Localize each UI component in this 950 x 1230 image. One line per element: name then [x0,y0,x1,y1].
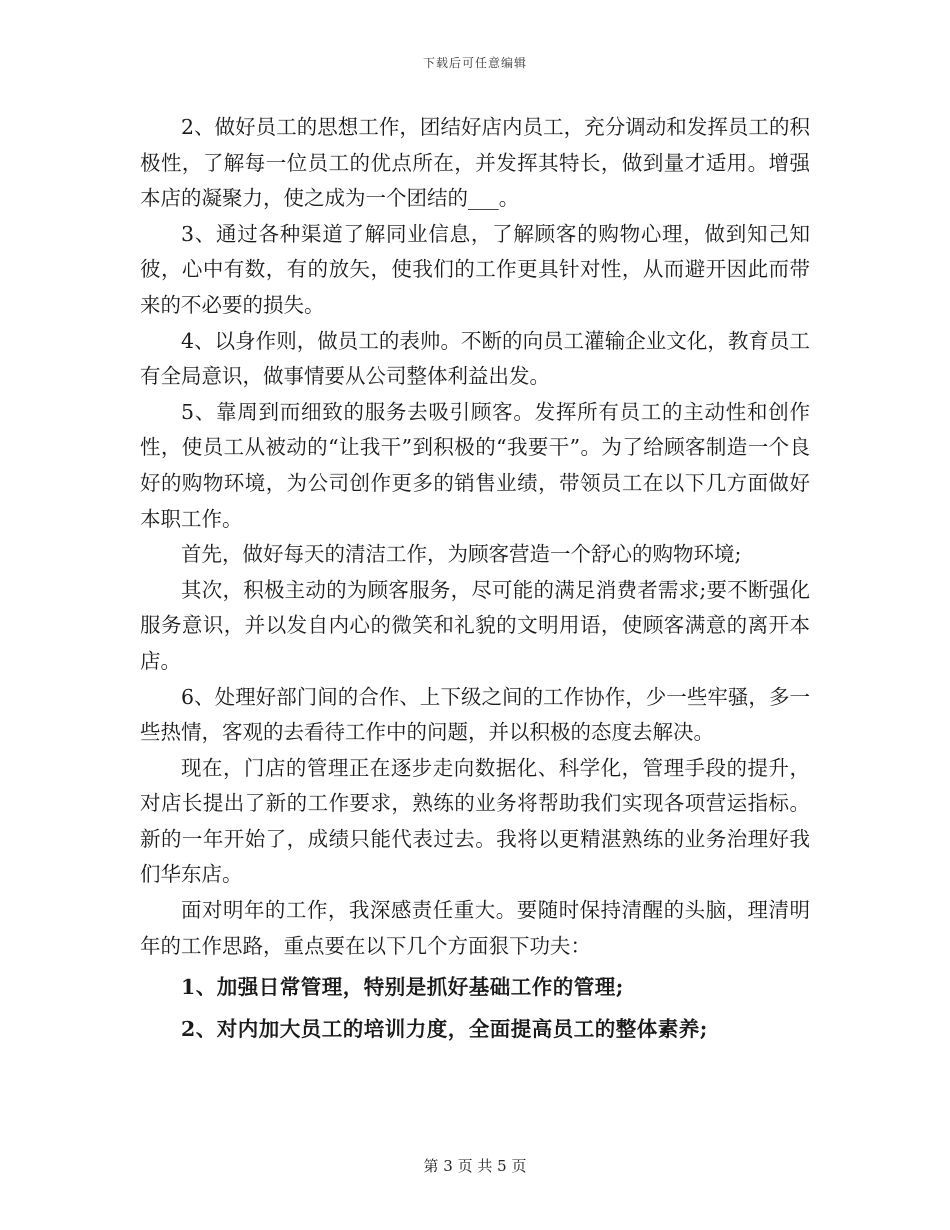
paragraph: 2、做好员工的思想工作，团结好店内员工，充分调动和发挥员工的积极性，了解每一位员工的优点所在，并发挥其特长，做到量才适用。增强本店的凝聚力，使之成为一个团结的___。 [140,115,810,211]
paragraph: 其次，积极主动的为顾客服务，尽可能的满足消费者需求;要不断强化服务意识，并以发自内心的微笑和礼貌的文明用语，使顾客满意的离开本店。 [140,577,810,673]
bold-list-item: 2、对内加大员工的培训力度，全面提高员工的整体素养; [181,1016,708,1041]
paragraph: 5、靠周到而细致的服务去吸引顾客。发挥所有员工的主动性和创作性，使员工从被动的“让我干”到积极的“我要干”。为了给顾客制造一个良好的购物环境，为公司创作更多的销售业绩，带领员工在以下几方面做好本职工作。 [140,399,810,531]
paragraph: 首先，做好每天的清洁工作，为顾客营造一个舒心的购物环境; [181,542,742,567]
paragraph: 6、处理好部门间的合作、上下级之间的工作协作，少一些牢骚，多一些热情，客观的去看待工作中的问题，并以积极的态度去解决。 [140,684,810,745]
page-number: 第 3 页 共 5 页 [423,1157,527,1175]
bold-list-item: 1、加强日常管理，特别是抓好基础工作的管理; [181,975,624,1000]
page-header: 下载后可任意编辑 [422,56,527,70]
paragraph: 现在，门店的管理正在逐步走向数据化、科学化，管理手段的提升，对店长提出了新的工作要求，熟练的业务将帮助我们实现各项营运指标。新的一年开始了，成绩只能代表过去。我将以更精湛熟练的业务治理好我们华东店。 [140,755,810,887]
paragraph: 3、通过各种渠道了解同业信息，了解顾客的购物心理，做到知己知彼，心中有数，有的放矢，使我们的工作更具针对性，从而避开因此而带来的不必要的损失。 [140,221,810,317]
document-body [140,110,810,1047]
paragraph: 4、以身作则，做员工的表帅。不断的向员工灌输企业文化，教育员工有全局意识，做事情要从公司整体利益出发。 [140,328,810,389]
paragraph: 面对明年的工作，我深感责任重大。要随时保持清醒的头脑，理清明年的工作思路，重点要在以下几个方面狠下功夫： [140,898,810,958]
